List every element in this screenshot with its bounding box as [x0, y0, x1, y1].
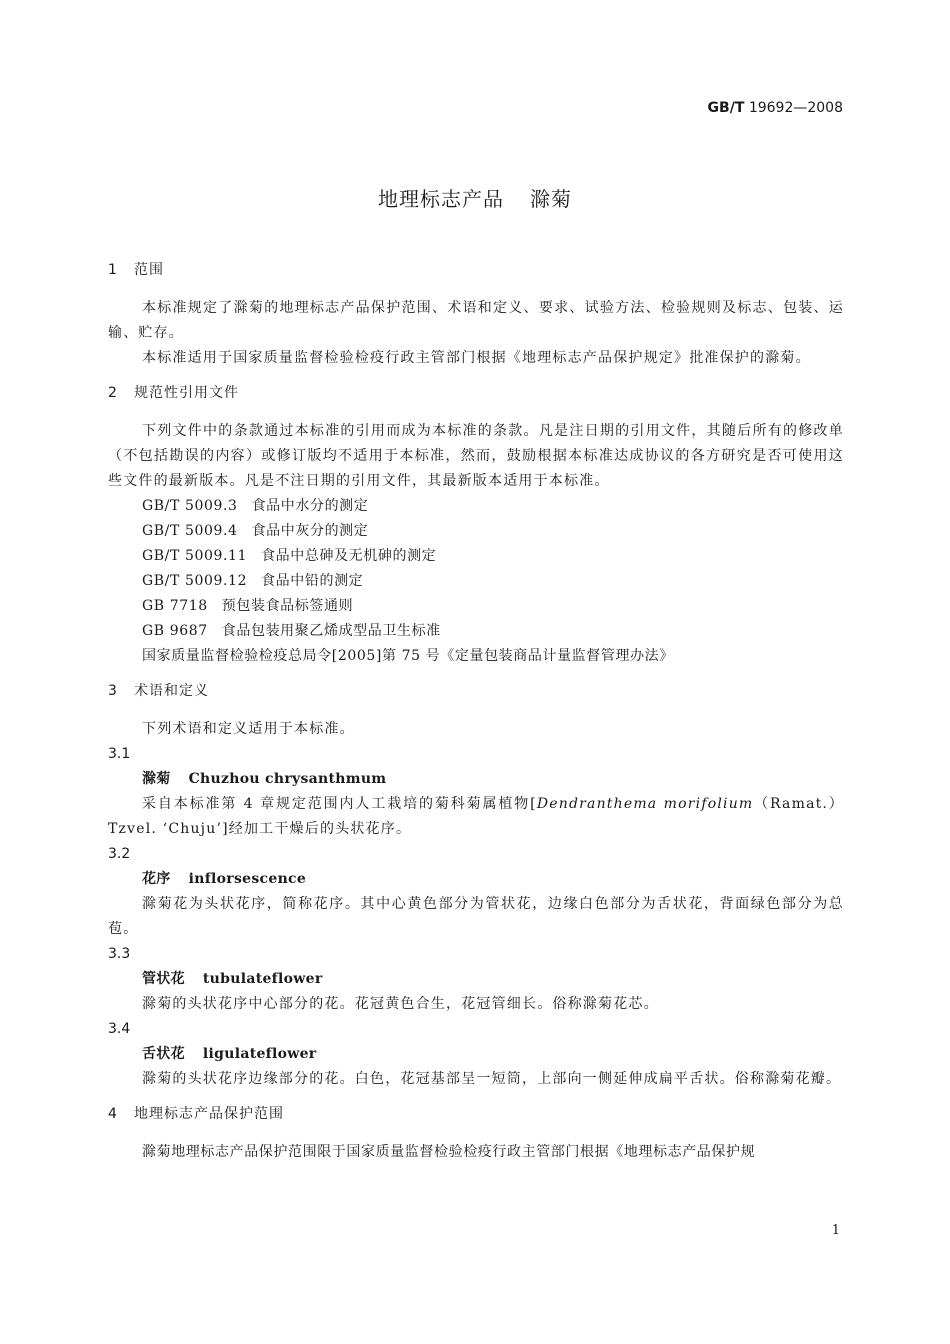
section-normative-references	[108, 381, 844, 669]
reference-item	[142, 494, 844, 519]
section-heading	[108, 1102, 844, 1127]
page-number: 1	[831, 1223, 840, 1238]
reference-item	[142, 544, 844, 569]
reference-item: 国家质量监督检验检疫总局令[2005]第 75 号《定量包装商品计量监督管理办法》	[142, 648, 674, 664]
term-name	[142, 867, 844, 892]
term-definition: 滁菊的头状花序中心部分的花。花冠黄色合生，花冠管细长。俗称滁菊花芯。	[142, 996, 659, 1012]
section-heading	[108, 258, 844, 283]
section-heading	[108, 679, 844, 704]
reference-item	[142, 619, 844, 644]
scientific-name: Dendranthema morifolium	[536, 796, 754, 812]
paragraph: 本标准适用于国家质量监督检验检疫行政主管部门根据《地理标志产品保护规定》批准保护的滁菊。	[142, 350, 811, 366]
term-en: Chuzhou chrysanthmum	[188, 771, 387, 787]
term-zh: 滁菊	[142, 771, 171, 787]
reference-item	[142, 594, 844, 619]
section-title: 规范性引用文件	[134, 385, 239, 401]
section-title: 地理标志产品保护范围	[134, 1106, 284, 1122]
term-number: 3.1	[108, 746, 131, 762]
title-part1: 地理标志产品	[378, 187, 504, 211]
reference-title: 食品中灰分的测定	[251, 523, 369, 539]
section-scope	[108, 258, 844, 371]
standard-number: 19692—2008	[748, 100, 843, 116]
reference-code: GB/T 5009.11	[142, 548, 248, 564]
reference-title: 食品中铅的测定	[261, 573, 364, 589]
reference-code: GB/T 5009.3	[142, 498, 238, 514]
paragraph: 滁菊地理标志产品保护范围限于国家质量监督检验检疫行政主管部门根据《地理标志产品保护规	[142, 1144, 756, 1160]
reference-item	[142, 519, 844, 544]
reference-title: 食品中总砷及无机砷的测定	[261, 548, 437, 564]
reference-code: GB/T 5009.4	[142, 523, 238, 539]
paragraph: 下列文件中的条款通过本标准的引用而成为本标准的条款。凡是注日期的引用文件，其随后所有的修改单（不包括勘误的内容）或修订版均不适用于本标准，然而，鼓励根据本标准达成协议的各方研究是否可使用这些文件的最新版本。凡是不注日期的引用文件，其最新版本适用于本标准。	[108, 423, 844, 489]
paragraph: 下列术语和定义适用于本标准。	[142, 721, 355, 737]
standard-code	[708, 100, 843, 116]
reference-list	[108, 494, 844, 669]
term-zh: 花序	[142, 871, 171, 887]
term-definition: 滁菊的头状花序边缘部分的花。白色，花冠基部呈一短筒，上部向一侧延伸成扁平舌状。俗称滁菊花瓣。	[142, 1071, 842, 1087]
reference-item	[142, 569, 844, 594]
section-number: 3	[108, 683, 118, 699]
reference-code: GB 9687	[142, 623, 208, 639]
section-heading	[108, 381, 844, 406]
title-part2: 滁菊	[530, 187, 572, 211]
section-title: 范围	[134, 262, 164, 278]
reference-title: 食品包装用聚乙烯成型品卫生标准	[221, 623, 441, 639]
document-body	[108, 258, 844, 1175]
term-definition: 滁菊花为头状花序，简称花序。其中心黄色部分为管状花，边缘白色部分为舌状花，背面绿色部分为总苞。	[108, 896, 844, 937]
section-number: 1	[108, 262, 118, 278]
section-number: 4	[108, 1106, 118, 1122]
definition-text: （Ramat.）Tzvel. ‘Chuju’]经加工干燥后的头状花序。	[108, 796, 844, 837]
reference-title: 预包装食品标签通则	[221, 598, 354, 614]
reference-code: GB/T 5009.12	[142, 573, 248, 589]
section-title: 术语和定义	[134, 683, 209, 699]
term-name	[142, 967, 844, 992]
standard-prefix: GB/T	[707, 100, 745, 116]
term-en: ligulateflower	[202, 1046, 317, 1062]
section-number: 2	[108, 385, 118, 401]
reference-code: GB 7718	[142, 598, 208, 614]
reference-title: 食品中水分的测定	[251, 498, 369, 514]
term-number: 3.4	[108, 1021, 131, 1037]
term-name	[142, 1042, 844, 1067]
term-en: tubulateflower	[202, 971, 323, 987]
document-title	[0, 183, 950, 212]
definition-text: 采自本标准第 4 章规定范围内人工栽培的菊科菊属植物[	[142, 796, 537, 812]
term-zh: 舌状花	[142, 1046, 185, 1062]
term-number: 3.3	[108, 946, 131, 962]
paragraph: 本标准规定了滁菊的地理标志产品保护范围、术语和定义、要求、试验方法、检验规则及标志、包装、运输、贮存。	[108, 300, 844, 341]
term-en: inflorsescence	[188, 871, 307, 887]
term-zh: 管状花	[142, 971, 185, 987]
term-number: 3.2	[108, 846, 131, 862]
section-protection-range	[108, 1102, 844, 1165]
term-definition	[108, 792, 844, 842]
section-terms-definitions	[108, 679, 844, 1092]
term-name	[142, 767, 844, 792]
